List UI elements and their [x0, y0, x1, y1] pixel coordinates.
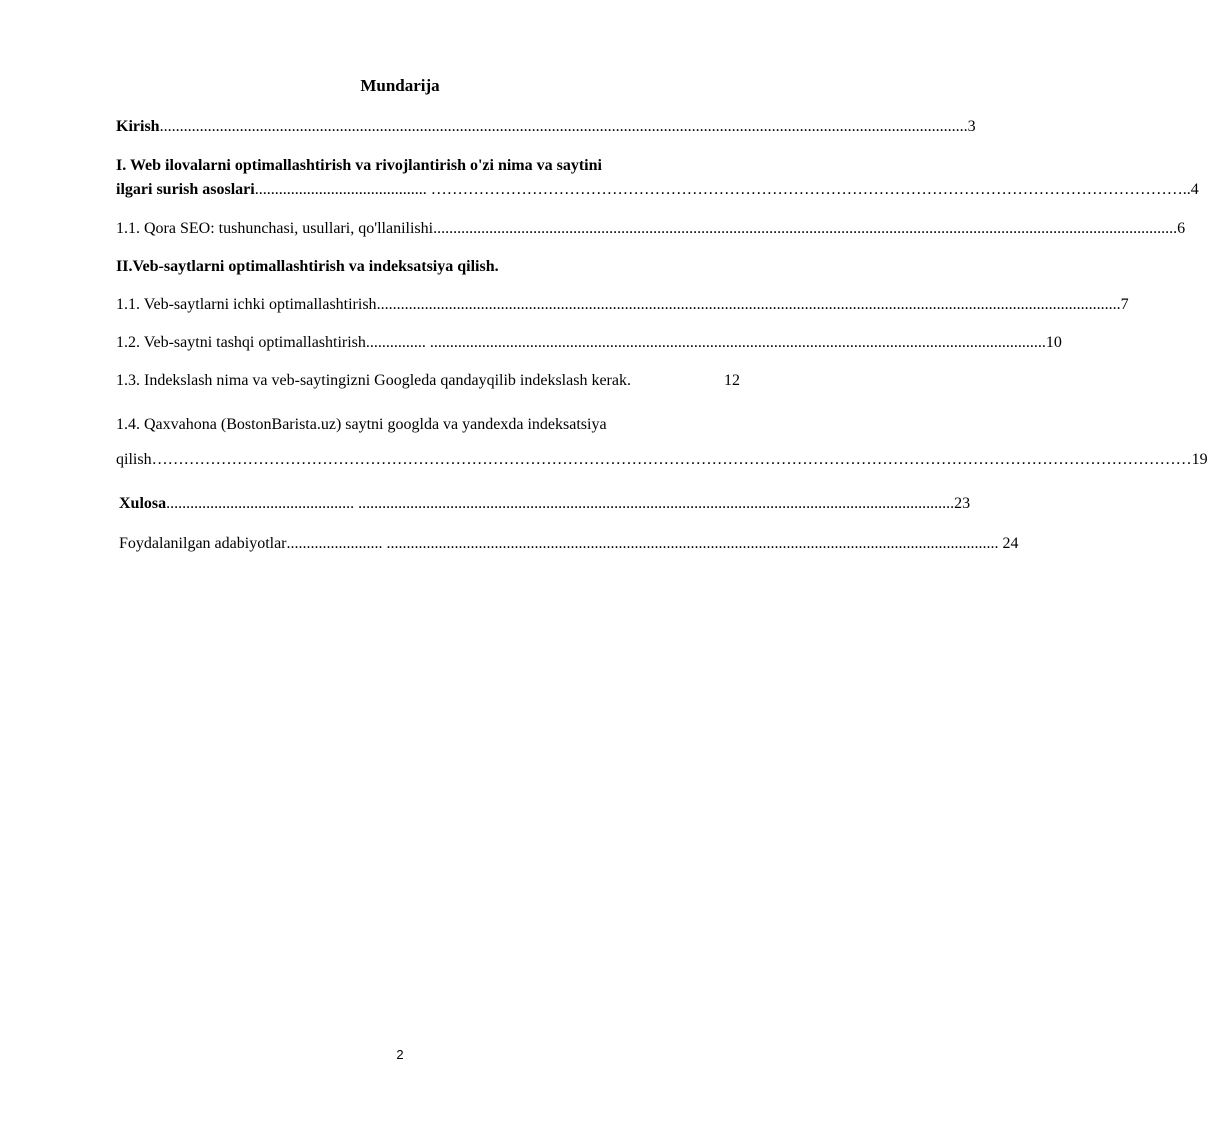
toc-entry-1-4-line1[interactable]: 1.4. Qaxvahona (BostonBarista.uz) saytni googlda va yandexda indeksatsiya [116, 416, 607, 433]
toc-page-number: 24 [1002, 535, 1019, 552]
toc-leader-dots: ............................................... ..................................................................................................................................................... [166, 495, 955, 512]
toc-leader-dots: ........................ ......................................................................................................................................................... [286, 535, 999, 552]
toc-entry-label: 1.1. Veb-saytlarni ichki optimallashtirish [116, 296, 377, 313]
toc-section-1-title-line1[interactable]: I. Web ilovalarni optimallashtirish va rivojlantirish o'zi nima va saytini [116, 157, 602, 174]
toc-entry-label: 1.3. Indekslash nima va veb-saytingizni Googleda qandayqilib indekslash kerak. [116, 372, 631, 389]
toc-entry-1-1-qora-seo[interactable] [116, 219, 1186, 239]
toc-entry-kirish[interactable] [116, 117, 976, 137]
toc-title: Mundarija [360, 76, 440, 95]
toc-entry-1-2-tashqi[interactable] [116, 333, 1062, 353]
toc-page-number: 6 [1177, 220, 1186, 237]
toc-entry-label: Foydalanilgan adabiyotlar [119, 535, 287, 552]
toc-leader-dots: ........................................... …………………………………………………………………………………………………………………………….. [254, 181, 1191, 198]
toc-page-number: 12 [724, 372, 740, 389]
toc-entry-section-1[interactable] [116, 180, 1199, 200]
toc-leader-dots: …………………………………………………………………………………………………………………………………………………………………………… [151, 451, 1192, 468]
toc-page-number: 4 [1190, 181, 1199, 198]
toc-section-2-title[interactable]: II.Veb-saytlarni optimallashtirish va indeksatsiya qilish. [116, 258, 499, 275]
toc-entry-label: Kirish [116, 118, 160, 135]
toc-entry-label: Xulosa [119, 495, 167, 512]
toc-entry-1-3-indekslash[interactable] [116, 371, 740, 391]
toc-leader-dots: .......................................................................................................................................................................................... [376, 296, 1121, 313]
toc-leader-dots: ............... .......................................................................................................................................................... [365, 334, 1046, 351]
toc-page-number: 7 [1120, 296, 1129, 313]
toc-entry-label: ilgari surish asoslari [116, 181, 255, 198]
toc-entry-label: 1.2. Veb-saytni tashqi optimallashtirish [116, 334, 366, 351]
page-number-footer: 2 [396, 1047, 404, 1062]
toc-entry-adabiyotlar[interactable] [119, 534, 1019, 554]
toc-leader-dots: .......................................................................................................................................................................................................... [159, 118, 968, 135]
toc-page-number: 3 [967, 118, 976, 135]
toc-entry-label: qilish [116, 451, 152, 468]
toc-page-number: 10 [1045, 334, 1062, 351]
toc-page-number: 19 [1191, 451, 1208, 468]
toc-entry-1-1-ichki[interactable] [116, 295, 1129, 315]
toc-page-number: 23 [954, 495, 971, 512]
toc-entry-label: 1.1. Qora SEO: tushunchasi, usullari, qo'llanilishi [116, 220, 434, 237]
toc-entry-xulosa[interactable] [119, 494, 971, 514]
toc-leader-dots: .......................................................................................................................................................................................... [433, 220, 1178, 237]
toc-entry-1-4-qaxvahona[interactable] [116, 450, 1208, 470]
